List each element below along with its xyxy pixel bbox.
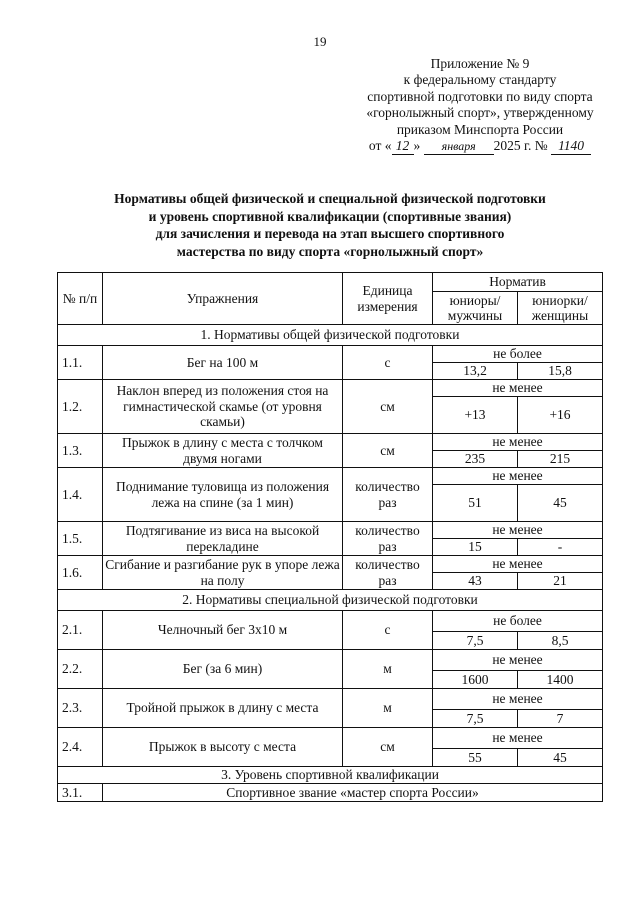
- row-condition: не менее: [433, 468, 603, 485]
- row-number: 2.3.: [58, 689, 103, 728]
- row-number: 1.5.: [58, 522, 103, 556]
- table-row: [58, 434, 603, 451]
- row-value-women: 7: [518, 710, 603, 728]
- row-unit: с: [343, 346, 433, 380]
- row-unit: см: [343, 380, 433, 434]
- row-condition: не менее: [433, 689, 603, 710]
- row-value-women: 45: [518, 749, 603, 767]
- row-number: 1.3.: [58, 434, 103, 468]
- table-row: [58, 611, 603, 632]
- row-unit: м: [343, 650, 433, 689]
- row-exercise: Прыжок в высоту с места: [103, 728, 343, 767]
- table-row: [58, 689, 603, 710]
- date-month: января: [424, 138, 494, 155]
- row-unit: количество раз: [343, 468, 433, 522]
- row-unit: м: [343, 689, 433, 728]
- row-unit: см: [343, 728, 433, 767]
- row-unit: см: [343, 434, 433, 468]
- date-year: 2025 г. №: [493, 138, 548, 154]
- row-number: 1.1.: [58, 346, 103, 380]
- row-value-women: 15,8: [518, 363, 603, 380]
- appendix-line: Приложение № 9: [430, 56, 530, 71]
- row-exercise: Бег (за 6 мин): [103, 650, 343, 689]
- row-value-women: +16: [518, 397, 603, 434]
- section-row: [58, 325, 603, 346]
- row-number: 2.4.: [58, 728, 103, 767]
- row-condition: не более: [433, 611, 603, 632]
- norms-table: [57, 272, 603, 802]
- row-exercise: Подтягивание из виса на высокой перекладине: [103, 522, 343, 556]
- header-unit: Единица измерения: [343, 273, 433, 325]
- row-unit: количество раз: [343, 556, 433, 590]
- order-date-line: [340, 138, 620, 155]
- table-row: [58, 380, 603, 397]
- row-value-men: 43: [433, 573, 518, 590]
- row-value-men: 1600: [433, 671, 518, 689]
- row-unit: с: [343, 611, 433, 650]
- title-line: Нормативы общей физической и специальной физической подготовки: [114, 191, 546, 206]
- table-row: [58, 650, 603, 671]
- date-prefix: от «: [368, 138, 392, 154]
- section-row: [58, 767, 603, 784]
- row-exercise: Челночный бег 3х10 м: [103, 611, 343, 650]
- row-condition: не менее: [433, 434, 603, 451]
- row-condition: не менее: [433, 650, 603, 671]
- appendix-line: к федеральному стандарту: [403, 72, 557, 88]
- table-row: [58, 346, 603, 363]
- row-value-men: 7,5: [433, 710, 518, 728]
- row-value-women: -: [518, 539, 603, 556]
- header-exercise: Упражнения: [103, 273, 343, 325]
- row-value-women: 45: [518, 485, 603, 522]
- row-number: 2.2.: [58, 650, 103, 689]
- header-juniorettes: юниорки/ женщины: [518, 292, 603, 325]
- row-exercise: Спортивное звание «мастер спорта России»: [103, 784, 603, 802]
- row-value-women: 21: [518, 573, 603, 590]
- row-value-men: 13,2: [433, 363, 518, 380]
- row-condition: не менее: [433, 380, 603, 397]
- section-title: 1. Нормативы общей физической подготовки: [58, 325, 603, 346]
- header-num: № п/п: [58, 273, 103, 325]
- page-number: 19: [313, 34, 327, 49]
- section-title: 2. Нормативы специальной физической подготовки: [58, 590, 603, 611]
- table-row: [58, 728, 603, 749]
- row-value-women: 1400: [518, 671, 603, 689]
- row-exercise: Наклон вперед из положения стоя на гимнастической скамье (от уровня скамьи): [103, 380, 343, 434]
- title-line: и уровень спортивной квалификации (спортивные звания): [148, 208, 512, 224]
- row-value-men: 51: [433, 485, 518, 522]
- appendix-line: спортивной подготовки по виду спорта: [367, 88, 593, 104]
- date-mid: »: [413, 138, 421, 154]
- row-value-men: 7,5: [433, 632, 518, 650]
- appendix-block: [340, 56, 620, 155]
- title-line: для зачисления и перевода на этап высшего спортивного: [155, 226, 505, 241]
- row-condition: не менее: [433, 522, 603, 539]
- row-exercise: Прыжок в длину с места с толчком двумя ногами: [103, 434, 343, 468]
- row-number: 3.1.: [58, 784, 103, 802]
- table-row: [58, 522, 603, 539]
- row-number: 1.4.: [58, 468, 103, 522]
- row-exercise: Сгибание и разгибание рук в упоре лежа на полу: [103, 556, 343, 590]
- row-value-men: 55: [433, 749, 518, 767]
- row-value-women: 8,5: [518, 632, 603, 650]
- section-row: [58, 590, 603, 611]
- row-number: 2.1.: [58, 611, 103, 650]
- order-number: 1140: [551, 138, 591, 155]
- row-value-women: 215: [518, 451, 603, 468]
- row-value-men: 15: [433, 539, 518, 556]
- row-exercise: Тройной прыжок в длину с места: [103, 689, 343, 728]
- header-norm: Норматив: [433, 273, 603, 292]
- table-header-row: [58, 273, 603, 292]
- row-exercise: Поднимание туловища из положения лежа на спине (за 1 мин): [103, 468, 343, 522]
- appendix-line: приказом Минспорта России: [396, 121, 564, 137]
- row-condition: не менее: [433, 728, 603, 749]
- row-value-men: +13: [433, 397, 518, 434]
- table-row: [58, 468, 603, 485]
- row-condition: не менее: [433, 556, 603, 573]
- header-juniors: юниоры/ мужчины: [433, 292, 518, 325]
- row-number: 1.2.: [58, 380, 103, 434]
- row-condition: не более: [433, 346, 603, 363]
- row-value-men: 235: [433, 451, 518, 468]
- document-title: [60, 190, 600, 260]
- appendix-line: «горнолыжный спорт», утвержденному: [366, 105, 594, 121]
- row-exercise: Бег на 100 м: [103, 346, 343, 380]
- table-row: [58, 556, 603, 573]
- date-day: 12: [392, 138, 414, 155]
- row-unit: количество раз: [343, 522, 433, 556]
- table-row: [58, 784, 603, 802]
- title-line: мастерства по виду спорта «горнолыжный спорт»: [176, 243, 484, 259]
- row-number: 1.6.: [58, 556, 103, 590]
- section-title: 3. Уровень спортивной квалификации: [58, 767, 603, 784]
